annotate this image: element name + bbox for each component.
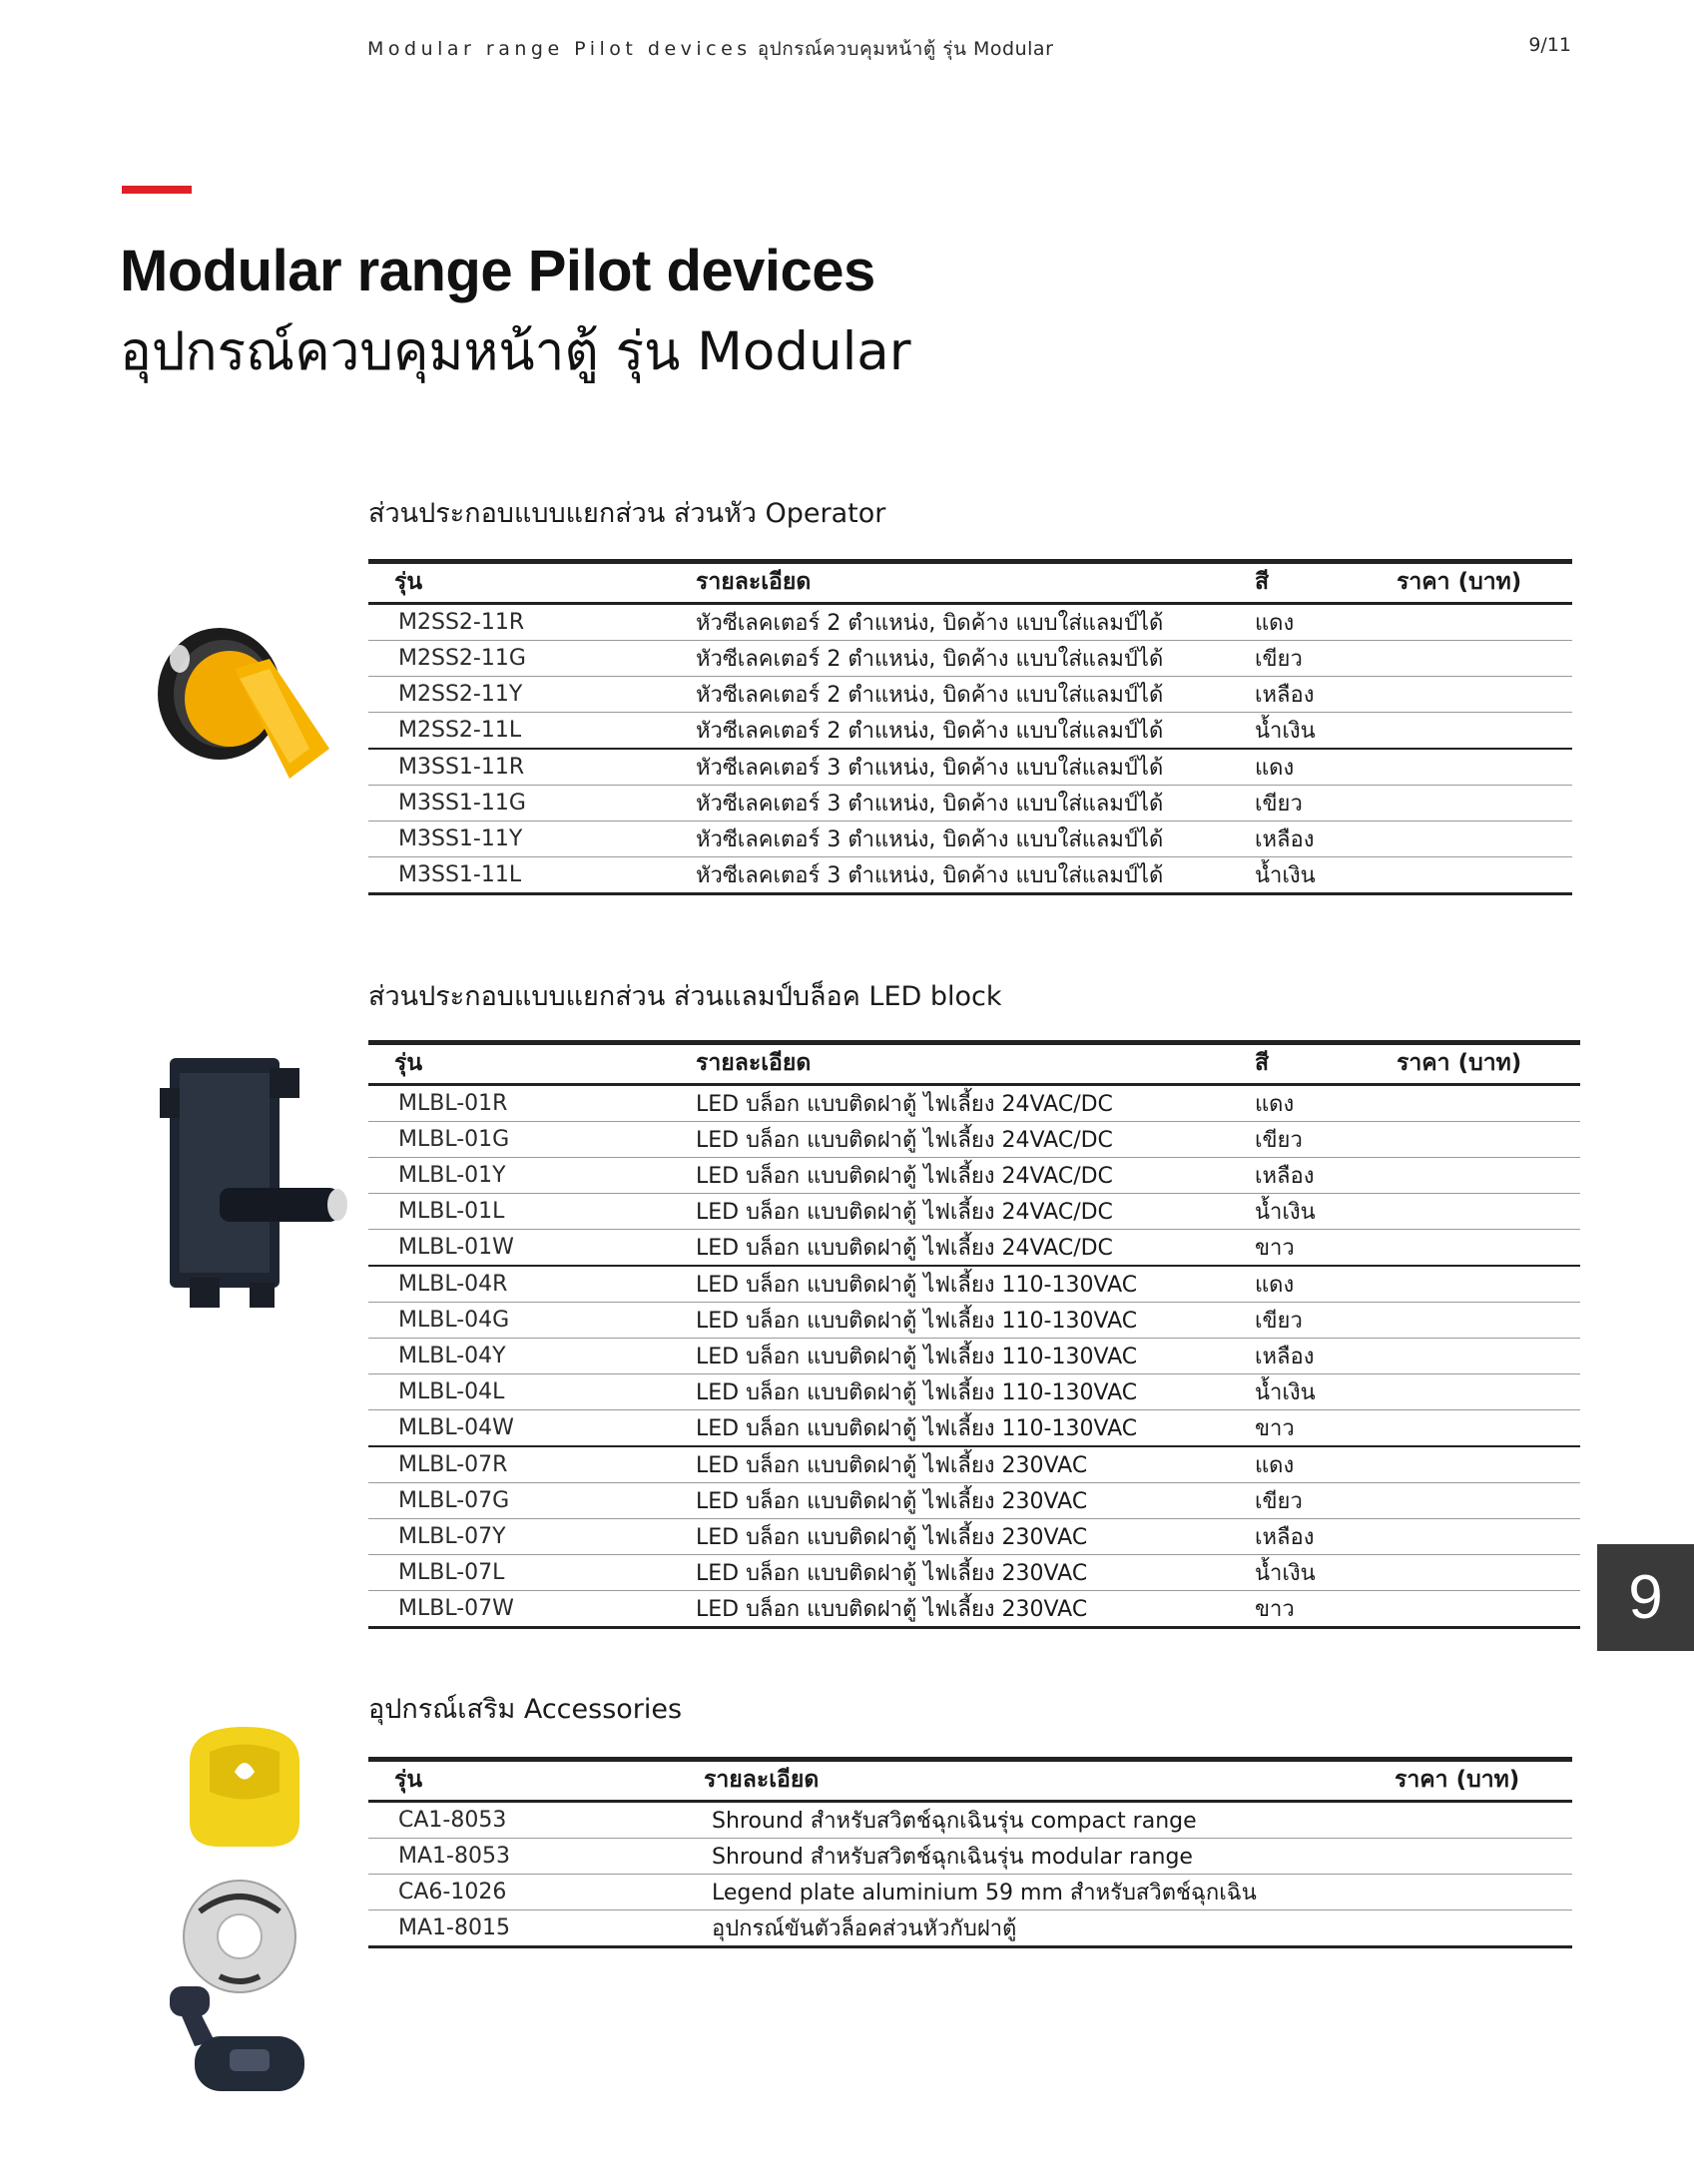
cell-color: เขียว <box>1247 1303 1397 1339</box>
table-row <box>368 1339 1580 1374</box>
cell-description: LED บล็อก แบบติดฝาตู้ ไฟเลี้ยง 230VAC <box>688 1446 1247 1483</box>
cell-model: MLBL-07L <box>368 1555 688 1591</box>
table-row <box>368 604 1572 641</box>
cell-model: MA1-8053 <box>368 1839 696 1875</box>
cell-model: MLBL-04G <box>368 1303 688 1339</box>
cell-model: MLBL-01W <box>368 1230 688 1267</box>
cell-price <box>1397 713 1572 750</box>
table-row <box>368 1802 1572 1839</box>
shroud-image <box>180 1722 309 1852</box>
cell-color: น้ำเงิน <box>1247 857 1397 894</box>
cell-color: ขาว <box>1247 1230 1397 1267</box>
cell-model: MLBL-07R <box>368 1446 688 1483</box>
cell-price <box>1397 1266 1580 1303</box>
table-row <box>368 1266 1580 1303</box>
cell-model: M2SS2-11L <box>368 713 688 750</box>
cell-color: แดง <box>1247 1266 1397 1303</box>
cell-description: Legend plate aluminium 59 mm สำหรับสวิตช์ฉุกเฉิน <box>696 1875 1395 1911</box>
table-row <box>368 1591 1580 1628</box>
accessories-table <box>368 1757 1572 1948</box>
running-title-th: อุปกรณ์ควบคุมหน้าตู้ รุ่น Modular <box>757 38 1054 60</box>
cell-model: M3SS1-11R <box>368 749 688 786</box>
locking-tool-image <box>155 1981 324 2101</box>
cell-description: Shround สำหรับสวิตช์ฉุกเฉินรุ่น compact range <box>696 1802 1395 1839</box>
header-price: ราคา (บาท) <box>1397 1043 1580 1085</box>
cell-price <box>1397 1230 1580 1267</box>
cell-description: LED บล็อก แบบติดฝาตู้ ไฟเลี้ยง 24VAC/DC <box>688 1122 1247 1158</box>
table-row <box>368 1410 1580 1447</box>
cell-description: LED บล็อก แบบติดฝาตู้ ไฟเลี้ยง 24VAC/DC <box>688 1230 1247 1267</box>
table-row <box>368 1158 1580 1194</box>
cell-color: น้ำเงิน <box>1247 713 1397 750</box>
cell-price <box>1397 857 1572 894</box>
header-description: รายละเอียด <box>688 1043 1247 1085</box>
cell-description: หัวซีเลคเตอร์ 3 ตำแหน่ง, บิดค้าง แบบใส่แลมป์ได้ <box>688 821 1247 857</box>
cell-color: น้ำเงิน <box>1247 1555 1397 1591</box>
cell-description: หัวซีเลคเตอร์ 2 ตำแหน่ง, บิดค้าง แบบใส่แลมป์ได้ <box>688 604 1247 641</box>
cell-description: LED บล็อก แบบติดฝาตู้ ไฟเลี้ยง 230VAC <box>688 1555 1247 1591</box>
cell-color: ขาว <box>1247 1591 1397 1628</box>
cell-model: MLBL-01G <box>368 1122 688 1158</box>
table-row <box>368 677 1572 713</box>
cell-model: MA1-8015 <box>368 1911 696 1947</box>
cell-color: แดง <box>1247 1446 1397 1483</box>
cell-description: LED บล็อก แบบติดฝาตู้ ไฟเลี้ยง 110-130VAC <box>688 1410 1247 1447</box>
cell-model: M2SS2-11R <box>368 604 688 641</box>
chapter-tab: 9 <box>1597 1544 1694 1651</box>
cell-model: CA6-1026 <box>368 1875 696 1911</box>
header-description: รายละเอียด <box>696 1760 1395 1802</box>
cell-model: CA1-8053 <box>368 1802 696 1839</box>
cell-description: LED บล็อก แบบติดฝาตู้ ไฟเลี้ยง 110-130VAC <box>688 1303 1247 1339</box>
cell-price <box>1397 1339 1580 1374</box>
cell-model: MLBL-01R <box>368 1085 688 1122</box>
table-row <box>368 1446 1580 1483</box>
cell-price <box>1395 1802 1572 1839</box>
table-row <box>368 1875 1572 1911</box>
cell-description: LED บล็อก แบบติดฝาตู้ ไฟเลี้ยง 110-130VAC <box>688 1339 1247 1374</box>
cell-description: LED บล็อก แบบติดฝาตู้ ไฟเลี้ยง 230VAC <box>688 1591 1247 1628</box>
cell-model: MLBL-07W <box>368 1591 688 1628</box>
cell-price <box>1397 1303 1580 1339</box>
cell-description: LED บล็อก แบบติดฝาตู้ ไฟเลี้ยง 230VAC <box>688 1483 1247 1519</box>
cell-color: แดง <box>1247 604 1397 641</box>
table-row <box>368 749 1572 786</box>
legend-plate-image <box>180 1877 299 1996</box>
table-row <box>368 1839 1572 1875</box>
cell-description: หัวซีเลคเตอร์ 2 ตำแหน่ง, บิดค้าง แบบใส่แลมป์ได้ <box>688 641 1247 677</box>
header-color: สี <box>1247 1043 1397 1085</box>
cell-price <box>1395 1911 1572 1947</box>
cell-model: MLBL-07Y <box>368 1519 688 1555</box>
table-row <box>368 1555 1580 1591</box>
header-description: รายละเอียด <box>688 562 1247 604</box>
table-row <box>368 821 1572 857</box>
cell-description: LED บล็อก แบบติดฝาตู้ ไฟเลี้ยง 24VAC/DC <box>688 1194 1247 1230</box>
cell-price <box>1395 1875 1572 1911</box>
cell-description: หัวซีเลคเตอร์ 3 ตำแหน่ง, บิดค้าง แบบใส่แลมป์ได้ <box>688 786 1247 821</box>
cell-price <box>1397 1374 1580 1410</box>
cell-description: LED บล็อก แบบติดฝาตู้ ไฟเลี้ยง 230VAC <box>688 1519 1247 1555</box>
table-row <box>368 1519 1580 1555</box>
cell-price <box>1397 1446 1580 1483</box>
cell-price <box>1397 786 1572 821</box>
header-price: ราคา (บาท) <box>1397 562 1572 604</box>
cell-price <box>1397 1555 1580 1591</box>
cell-color: เขียว <box>1247 641 1397 677</box>
cell-price <box>1397 749 1572 786</box>
led-block-image <box>160 1048 349 1318</box>
table-row <box>368 857 1572 894</box>
cell-model: MLBL-04Y <box>368 1339 688 1374</box>
table-row <box>368 1085 1580 1122</box>
cell-color: เหลือง <box>1247 1339 1397 1374</box>
cell-color: เหลือง <box>1247 677 1397 713</box>
header-color: สี <box>1247 562 1397 604</box>
table-row <box>368 1194 1580 1230</box>
cell-model: MLBL-07G <box>368 1483 688 1519</box>
cell-model: MLBL-01Y <box>368 1158 688 1194</box>
running-header <box>367 34 1053 64</box>
cell-color: ขาว <box>1247 1410 1397 1447</box>
table-row <box>368 1911 1572 1947</box>
cell-price <box>1397 1085 1580 1122</box>
cell-color: เขียว <box>1247 786 1397 821</box>
table-row <box>368 1230 1580 1267</box>
table-header-row <box>368 1760 1572 1802</box>
cell-description: หัวซีเลคเตอร์ 3 ตำแหน่ง, บิดค้าง แบบใส่แลมป์ได้ <box>688 749 1247 786</box>
table-row <box>368 786 1572 821</box>
operator-table <box>368 559 1572 895</box>
cell-price <box>1397 821 1572 857</box>
selector-switch-image <box>140 599 339 799</box>
cell-description: Shround สำหรับสวิตช์ฉุกเฉินรุ่น modular range <box>696 1839 1395 1875</box>
cell-description: LED บล็อก แบบติดฝาตู้ ไฟเลี้ยง 110-130VAC <box>688 1374 1247 1410</box>
cell-model: M3SS1-11Y <box>368 821 688 857</box>
table-header-row <box>368 562 1572 604</box>
cell-color: เหลือง <box>1247 1158 1397 1194</box>
cell-model: M3SS1-11G <box>368 786 688 821</box>
cell-price <box>1397 677 1572 713</box>
cell-model: M2SS2-11G <box>368 641 688 677</box>
cell-model: M2SS2-11Y <box>368 677 688 713</box>
cell-color: น้ำเงิน <box>1247 1194 1397 1230</box>
page-title-en: Modular range Pilot devices <box>120 239 875 303</box>
table-row <box>368 1374 1580 1410</box>
header-model: รุ่น <box>368 1760 696 1802</box>
cell-description: LED บล็อก แบบติดฝาตู้ ไฟเลี้ยง 24VAC/DC <box>688 1085 1247 1122</box>
cell-price <box>1397 1591 1580 1628</box>
table-row <box>368 713 1572 750</box>
cell-description: หัวซีเลคเตอร์ 3 ตำแหน่ง, บิดค้าง แบบใส่แลมป์ได้ <box>688 857 1247 894</box>
cell-model: MLBL-01L <box>368 1194 688 1230</box>
page-number: 9/11 <box>1528 34 1571 56</box>
led-block-table <box>368 1040 1580 1629</box>
cell-color: เหลือง <box>1247 1519 1397 1555</box>
cell-price <box>1397 1483 1580 1519</box>
cell-description: อุปกรณ์ขันตัวล็อคส่วนหัวกับฝาตู้ <box>696 1911 1395 1947</box>
cell-price <box>1395 1839 1572 1875</box>
cell-price <box>1397 1519 1580 1555</box>
cell-model: M3SS1-11L <box>368 857 688 894</box>
cell-price <box>1397 1194 1580 1230</box>
header-model: รุ่น <box>368 1043 688 1085</box>
running-title-en: Modular range Pilot devices <box>367 38 752 60</box>
cell-color: แดง <box>1247 1085 1397 1122</box>
header-price: ราคา (บาท) <box>1395 1760 1572 1802</box>
cell-color: น้ำเงิน <box>1247 1374 1397 1410</box>
table-header-row <box>368 1043 1580 1085</box>
cell-price <box>1397 604 1572 641</box>
cell-description: LED บล็อก แบบติดฝาตู้ ไฟเลี้ยง 24VAC/DC <box>688 1158 1247 1194</box>
cell-price <box>1397 641 1572 677</box>
cell-color: แดง <box>1247 749 1397 786</box>
cell-price <box>1397 1122 1580 1158</box>
accessories-section-title: อุปกรณ์เสริม Accessories <box>368 1694 683 1725</box>
cell-description: หัวซีเลคเตอร์ 2 ตำแหน่ง, บิดค้าง แบบใส่แลมป์ได้ <box>688 713 1247 750</box>
cell-description: หัวซีเลคเตอร์ 2 ตำแหน่ง, บิดค้าง แบบใส่แลมป์ได้ <box>688 677 1247 713</box>
cell-model: MLBL-04L <box>368 1374 688 1410</box>
table-row <box>368 1303 1580 1339</box>
led-section-title: ส่วนประกอบแบบแยกส่วน ส่วนแลมป์บล็อค LED block <box>368 981 1002 1012</box>
cell-color: เขียว <box>1247 1483 1397 1519</box>
cell-description: LED บล็อก แบบติดฝาตู้ ไฟเลี้ยง 110-130VAC <box>688 1266 1247 1303</box>
cell-color: เขียว <box>1247 1122 1397 1158</box>
table-row <box>368 1483 1580 1519</box>
header-model: รุ่น <box>368 562 688 604</box>
cell-price <box>1397 1410 1580 1447</box>
page-title-th: อุปกรณ์ควบคุมหน้าตู้ รุ่น Modular <box>120 321 911 382</box>
cell-price <box>1397 1158 1580 1194</box>
table-row <box>368 641 1572 677</box>
cell-model: MLBL-04W <box>368 1410 688 1447</box>
cell-model: MLBL-04R <box>368 1266 688 1303</box>
operator-section-title: ส่วนประกอบแบบแยกส่วน ส่วนหัว Operator <box>368 498 886 529</box>
table-row <box>368 1122 1580 1158</box>
accent-bar <box>122 186 192 194</box>
cell-color: เหลือง <box>1247 821 1397 857</box>
